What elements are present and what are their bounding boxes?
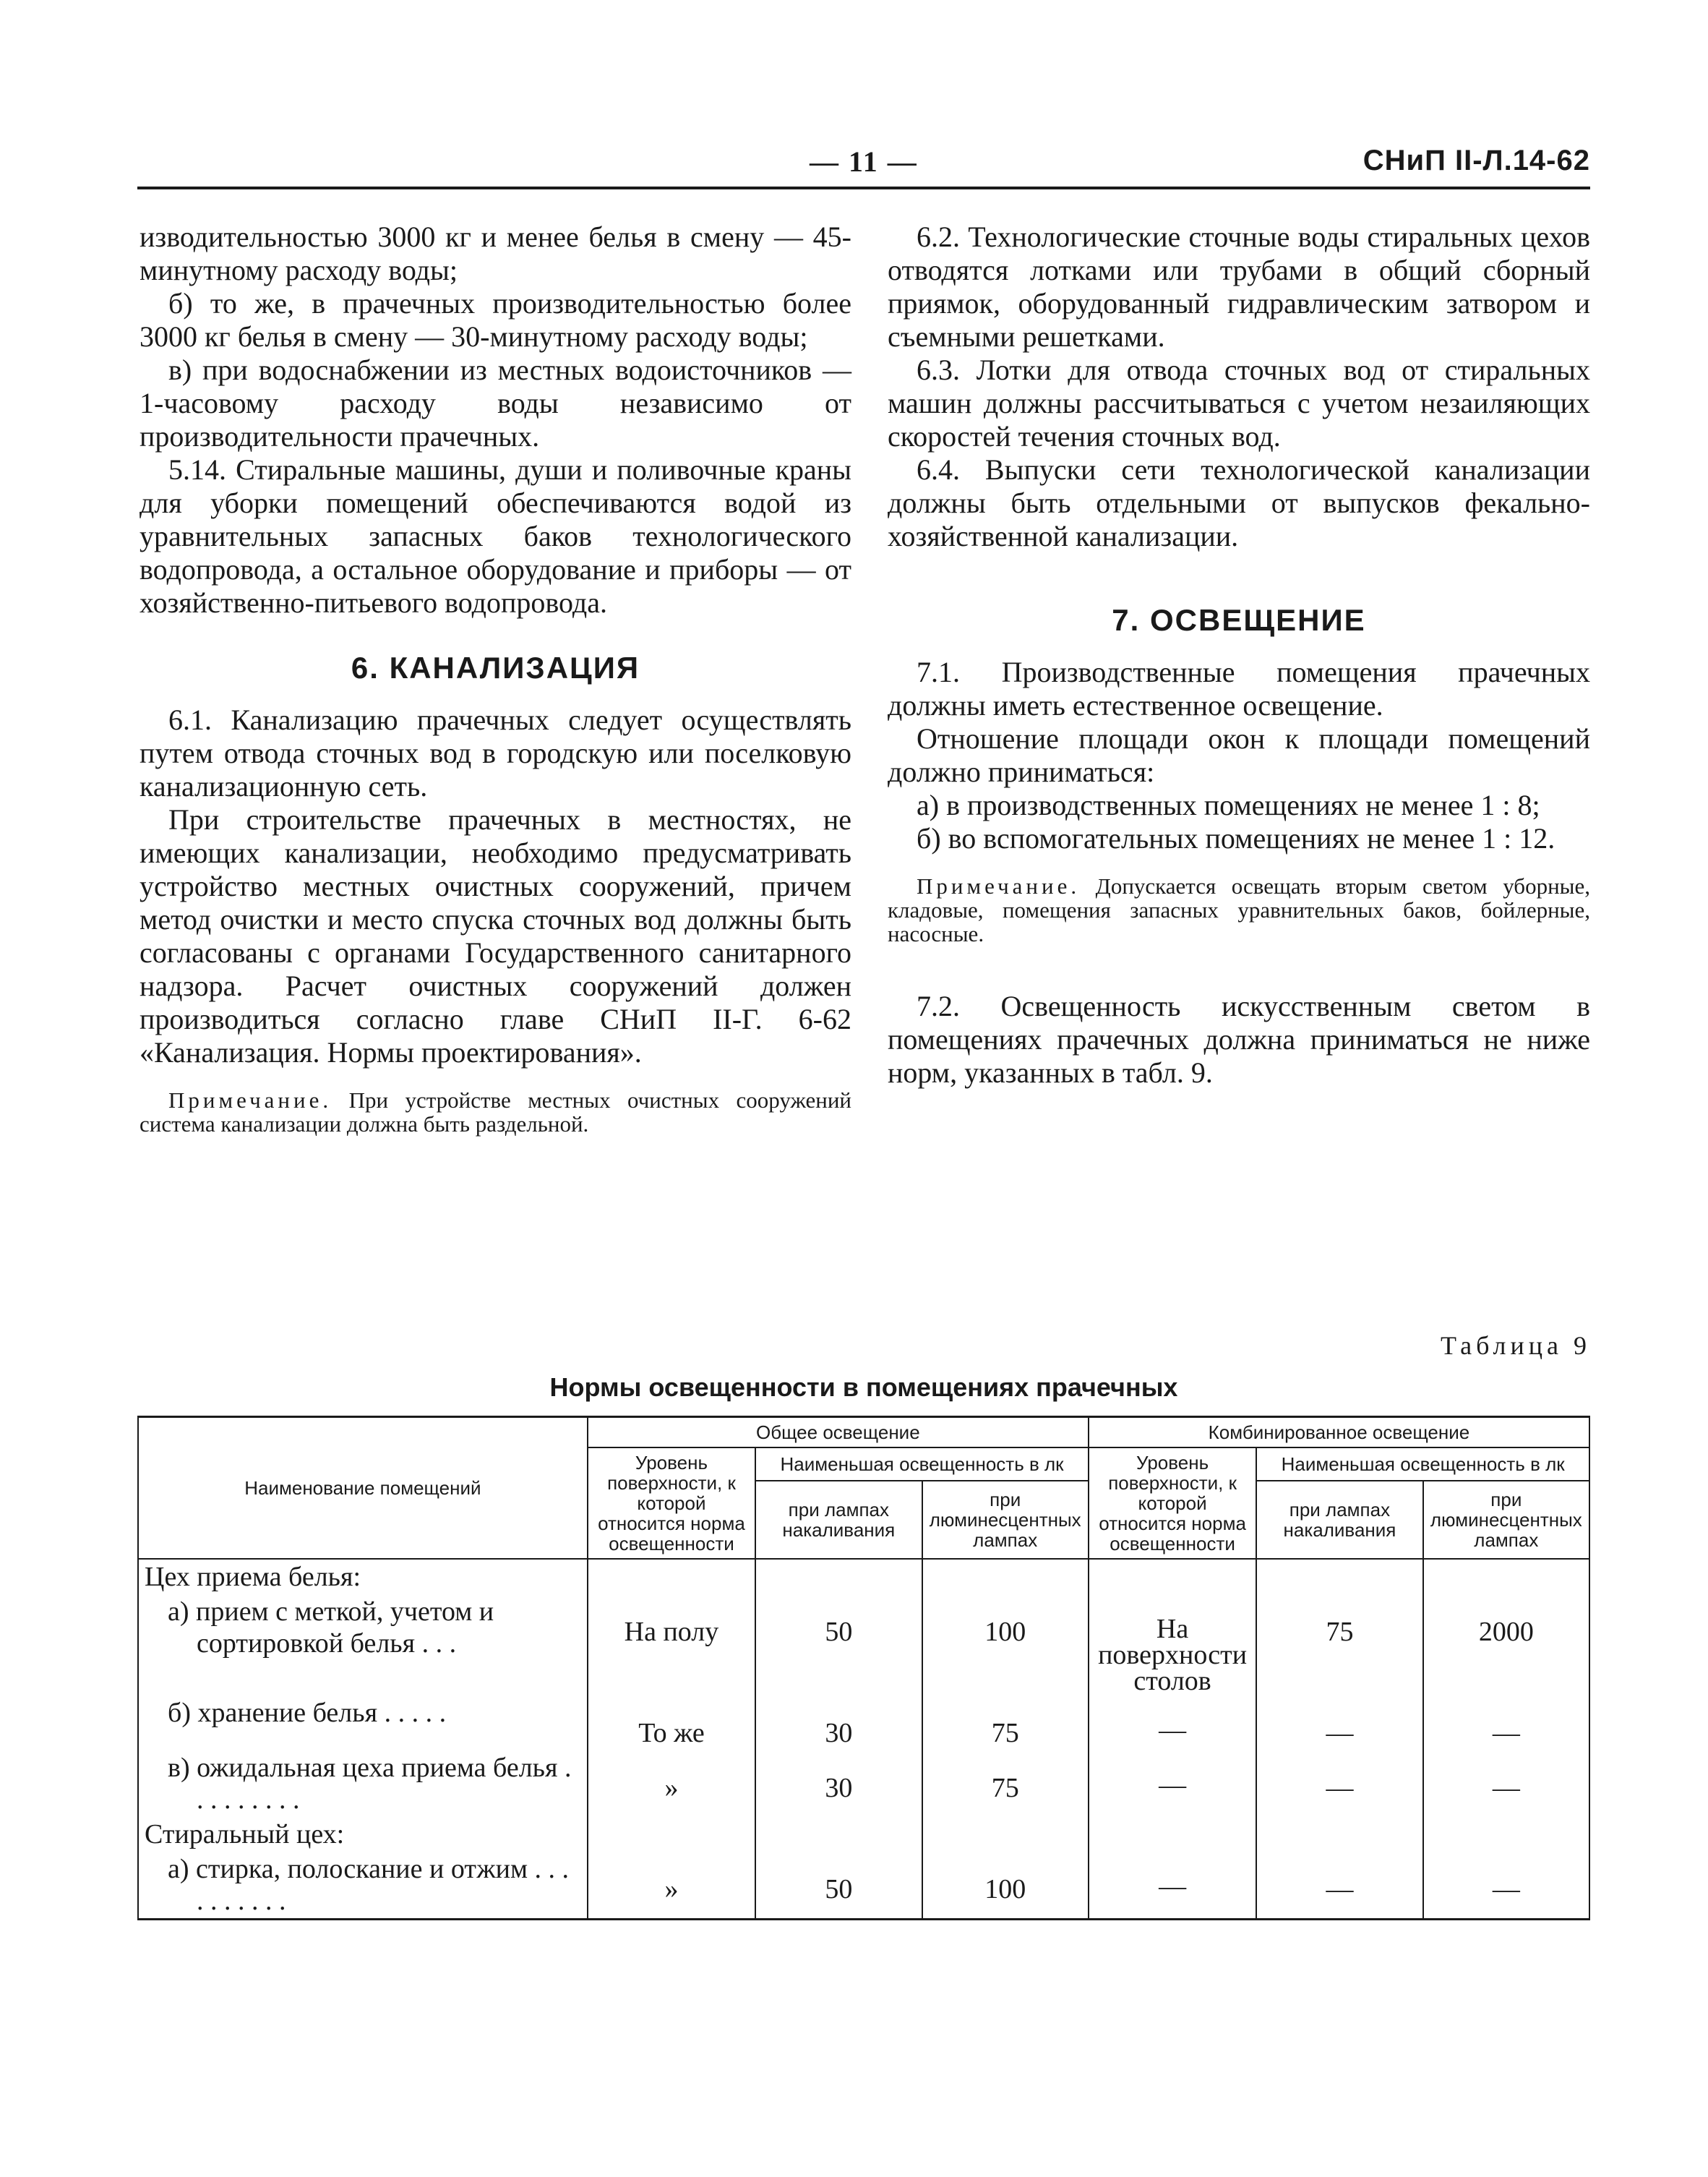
table-cell: 50 xyxy=(755,1852,922,1920)
table-cell xyxy=(755,1817,922,1852)
table-row xyxy=(138,1559,1589,1594)
column-header-fluorescent: при люминесцентных лампах xyxy=(922,1481,1089,1559)
table-cell: 100 xyxy=(922,1594,1089,1695)
room-name-cell: Стиральный цех: xyxy=(138,1817,588,1852)
table-cell: 50 xyxy=(755,1594,922,1695)
table-cell: — xyxy=(1089,1695,1256,1750)
table-cell xyxy=(588,1559,755,1594)
paragraph-6-4: 6.4. Выпуски сети технологической канализации должны быть отдельными от выпусков фекально-хозяйственной канализации. xyxy=(888,453,1590,552)
table-cell: На поверхности столов xyxy=(1089,1594,1256,1695)
table-row xyxy=(138,1594,1589,1695)
column-header-min-illumination: Наименьшая освещенность в лк xyxy=(1256,1447,1589,1481)
table-cell xyxy=(755,1559,922,1594)
table-cell: 75 xyxy=(922,1695,1089,1750)
table-cell: — xyxy=(1256,1695,1422,1750)
table-cell xyxy=(922,1559,1089,1594)
paragraph: Отношение площади окон к площади помещений должно приниматься: xyxy=(888,722,1590,788)
room-name-cell: а) стирка, полоскание и отжим . . . . . . . . . . xyxy=(138,1852,588,1920)
table-cell xyxy=(1256,1817,1422,1852)
note-label: Примечание. xyxy=(168,1087,332,1113)
column-header-min-illumination: Наименьшая освещенность в лк xyxy=(755,1447,1089,1481)
column-header-fluorescent: при люминесцентных лампах xyxy=(1423,1481,1589,1559)
paragraph: При строительстве прачечных в местностях, не имеющих канализации, необходимо предусматривать устройство местных очистных сооружений, причем метод очистки и место спуска сточных вод должны быть согласованы с органами Государственного санитарного надзора. Расчет очистных сооружений должен производиться согласно главе СНиП II-Г. 6-62 «Канализация. Нормы проектирования». xyxy=(140,803,851,1069)
table-cell: 75 xyxy=(922,1750,1089,1817)
table-cell: 30 xyxy=(755,1695,922,1750)
table-cell: 100 xyxy=(922,1852,1089,1920)
table-title: Нормы освещенности в помещениях прачечных xyxy=(549,1372,1178,1402)
column-header-level: Уровень поверхности, к которой относится норма освещенности xyxy=(588,1447,755,1559)
table-label: Таблица 9 xyxy=(1441,1331,1591,1360)
paragraph: в) при водоснабжении из местных водоисточников — 1-часовому расходу воды независимо от производительности прачечных. xyxy=(140,354,851,453)
room-name-cell: Цех приема белья: xyxy=(138,1559,588,1594)
table-cell xyxy=(1423,1817,1589,1852)
table-row xyxy=(138,1817,1589,1852)
table-cell: На полу xyxy=(588,1594,755,1695)
page-number: — 11 — xyxy=(810,145,918,178)
table-cell: То же xyxy=(588,1695,755,1750)
room-name-cell: б) хранение белья . . . . . xyxy=(138,1695,588,1750)
table-row xyxy=(138,1852,1589,1920)
paragraph: а) в производственных помещениях не менее 1 : 8; xyxy=(917,789,1540,821)
table-cell: — xyxy=(1423,1852,1589,1920)
left-column xyxy=(140,221,851,1158)
paragraph-6-1: 6.1. Канализацию прачечных следует осуществлять путем отвода сточных вод в городскую или поселковую канализационную сеть. xyxy=(140,703,851,803)
column-header-general: Общее освещение xyxy=(588,1417,1089,1448)
table-cell xyxy=(1089,1559,1256,1594)
room-name-cell: а) прием с меткой, учетом и сортировкой белья . . . xyxy=(138,1594,588,1695)
column-header-incandescent: при лампах накаливания xyxy=(755,1481,922,1559)
column-header-combined: Комбинированное освещение xyxy=(1089,1417,1589,1448)
paragraph-7-1: 7.1. Производственные помещения прачечных должны иметь естественное освещение. xyxy=(888,656,1590,722)
paragraph: б) во вспомогательных помещениях не менее 1 : 12. xyxy=(917,822,1555,855)
table-cell: 30 xyxy=(755,1750,922,1817)
room-name-cell: в) ожидальная цеха приема белья . . . . . . . . . xyxy=(138,1750,588,1817)
table-cell: 2000 xyxy=(1423,1594,1589,1695)
section-title-lighting: 7. ОСВЕЩЕНИЕ xyxy=(1112,603,1366,637)
header-rule xyxy=(137,187,1590,189)
paragraph: б) то же, в прачечных производительностью более 3000 кг белья в смену — 30-минутному расходу воды; xyxy=(140,287,851,353)
table-cell xyxy=(1089,1817,1256,1852)
note-text: Допускается освещать вторым светом уборные, кладовые, помещения запасных уравнительных баков, бойлерные, насосные. xyxy=(888,873,1590,946)
paragraph: изводительностью 3000 кг и менее белья в смену — 45-минутному расходу воды; xyxy=(140,221,851,286)
page-header xyxy=(137,145,1590,188)
table-cell xyxy=(1256,1559,1422,1594)
table-cell: — xyxy=(1423,1695,1589,1750)
table-cell: » xyxy=(588,1852,755,1920)
note-text: При устройстве местных очистных сооружений система канализации должна быть раздельной. xyxy=(140,1087,852,1137)
table-cell xyxy=(588,1817,755,1852)
note-label: Примечание. xyxy=(917,873,1081,899)
table-body xyxy=(138,1559,1589,1920)
paragraph-5-14: 5.14. Стиральные машины, души и поливочные краны для уборки помещений обеспечиваются водой из уравнительных запасных баков технологического водопровода, а остальное оборудование и приборы — от хозяйственно-питьевого водопровода. xyxy=(140,453,851,619)
document-code: СНиП II-Л.14-62 xyxy=(1362,145,1590,176)
table-cell xyxy=(1423,1559,1589,1594)
table-row xyxy=(138,1695,1589,1750)
table-cell: — xyxy=(1089,1750,1256,1817)
note xyxy=(140,1088,851,1136)
table-cell: — xyxy=(1256,1852,1422,1920)
paragraph-7-2: 7.2. Освещенность искусственным светом в помещениях прачечных должна приниматься не ниже норм, указанных в табл. 9. xyxy=(888,990,1590,1089)
table-cell xyxy=(922,1817,1089,1852)
table-cell: — xyxy=(1256,1750,1422,1817)
column-header-incandescent: при лампах накаливания xyxy=(1256,1481,1422,1559)
table-cell: 75 xyxy=(1256,1594,1422,1695)
column-header-level: Уровень поверхности, к которой относится норма освещенности xyxy=(1089,1447,1256,1559)
table-cell: » xyxy=(588,1750,755,1817)
section-title-sewerage: 6. КАНАЛИЗАЦИЯ xyxy=(351,651,640,685)
table-cell: — xyxy=(1423,1750,1589,1817)
paragraph-6-3: 6.3. Лотки для отвода сточных вод от стиральных машин должны рассчитываться с учетом незаиляющих скоростей течения сточных вод. xyxy=(888,354,1590,453)
right-column xyxy=(888,221,1590,1090)
table-row xyxy=(138,1750,1589,1817)
table-cell: — xyxy=(1089,1852,1256,1920)
column-header-name: Наименование помещений xyxy=(138,1417,588,1560)
note xyxy=(888,874,1590,946)
paragraph-6-2: 6.2. Технологические сточные воды стиральных цехов отводятся лотками или трубами в общий сборный приямок, оборудованный гидравлическим затвором и съемными решетками. xyxy=(888,221,1590,353)
illumination-norms-table xyxy=(137,1416,1590,1920)
